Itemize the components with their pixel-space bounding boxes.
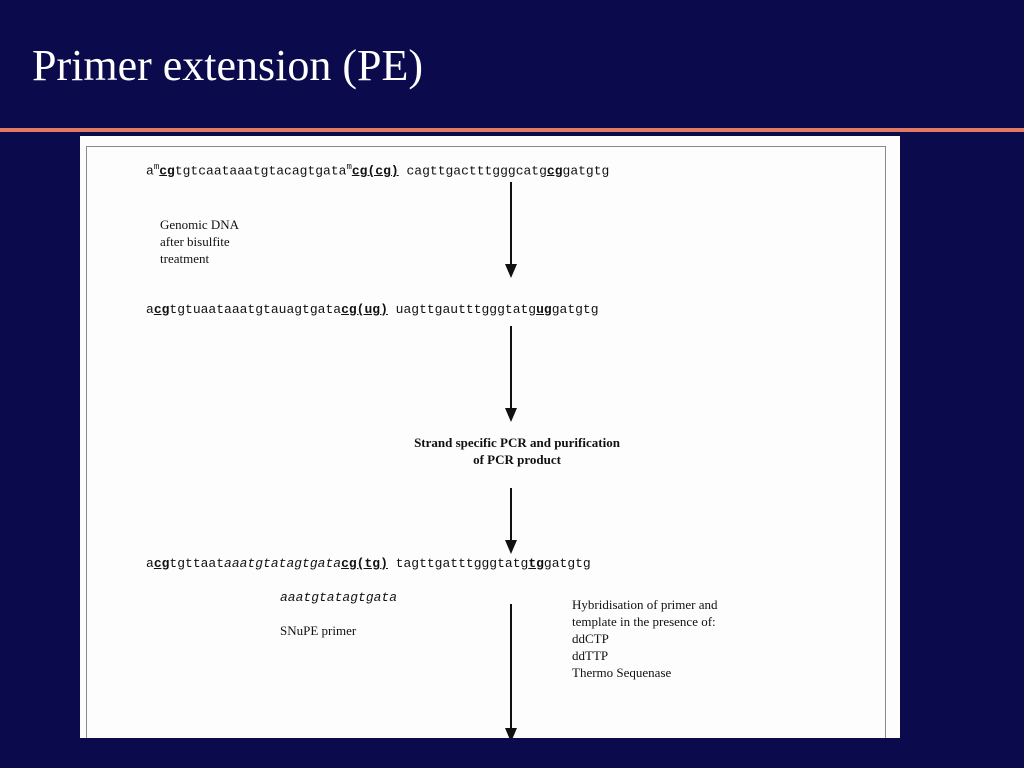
arrow-down-4 [506,604,516,738]
snupe-primer-label: SNuPE primer [280,623,357,638]
title-divider [0,128,1024,132]
bisulfite-sequence: acgtgtuaataaatgtauagtgatacg(ug) uagttgautttgggtatguggatgtg [146,302,599,317]
arrow-down-3 [506,488,516,554]
slide-title: Primer extension (PE) [32,41,424,90]
pcr-purification-label: Strand specific PCR and purification of PCR product [414,435,620,467]
hybridisation-label: Hybridisation of primer and template in the presence of: ddCTP ddTTP Thermo Sequenase [572,597,718,680]
pcr-product-sequence: acgtgttaataaatgtatagtgatacg(tg) tagttgatttgggtatgtggatgtg [146,556,591,571]
arrow-down-2 [506,326,516,422]
snupe-primer-sequence: aaatgtatagtgata [280,590,398,605]
genomic-sequence: $a^mcgtgtcaataaatgtacagtgata^mcg(cg)$ cagttgactttgggcatgcggatgtg [146,162,610,179]
genomic-dna-label: Genomic DNA after bisulfite treatment [160,217,240,266]
arrow-down-1 [506,182,516,278]
figure-scan [80,136,900,738]
